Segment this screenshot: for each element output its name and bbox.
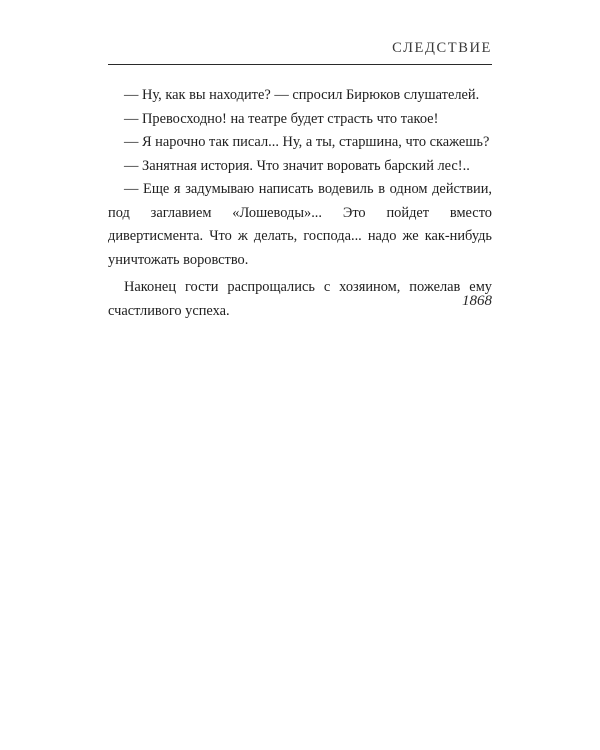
narrative-paragraph: Наконец гости распрощались с хозяином, пожелав ему счастливого успеха. (108, 279, 492, 319)
dialogue-paragraph: — Занятная история. Что значит воровать барский лес!.. (124, 157, 470, 174)
dialogue-paragraph: — Превосходно! на театре будет страсть что такое! (124, 110, 439, 127)
header-rule (108, 64, 492, 65)
date-signature: 1868 (462, 293, 492, 309)
body-text (108, 84, 492, 323)
dialogue-paragraph: — Еще я задумываю написать водевиль в одном действии, под заглавием «Лошеводы»... Это пойдет вместо дивертисмента. Что ж делать, господа... надо же как-нибудь уничтожать воровство. (108, 181, 492, 268)
dialogue-paragraph: — Ну, как вы находите? — спросил Бирюков слушателей. (124, 87, 480, 103)
dialogue-paragraph: — Я нарочно так писал... Ну, а ты, старшина, что скажешь? (124, 134, 490, 150)
running-title: СЛЕДСТВИЕ (392, 40, 492, 56)
